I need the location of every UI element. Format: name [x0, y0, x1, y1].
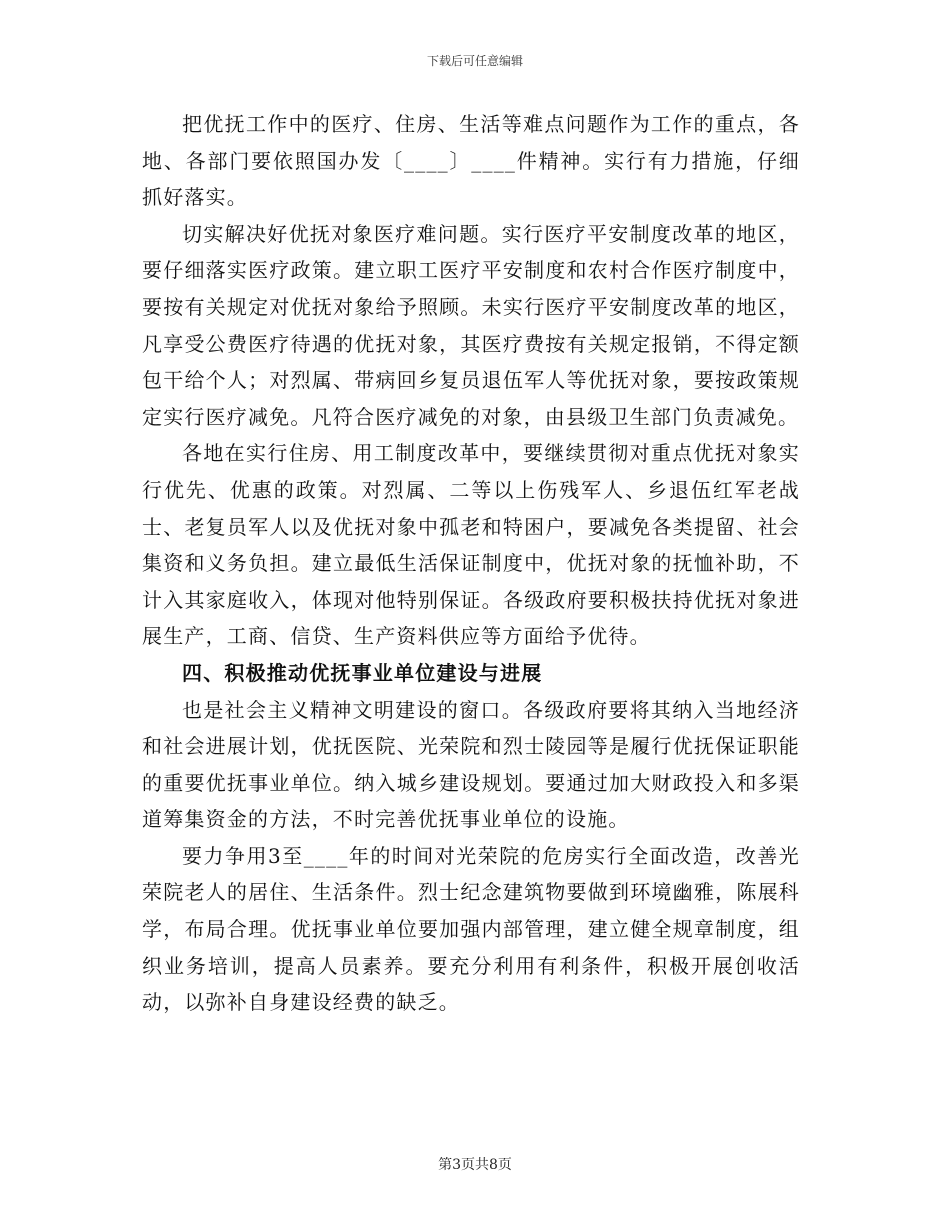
page-number: 第3页共8页: [438, 1157, 512, 1173]
paragraph-public-institutions: 也是社会主义精神文明建设的窗口。各级政府要将其纳入当地经济和社会进展计划，优抚医院、光荣院和烈士陵园等是履行优抚保证职能的重要优抚事业单位。纳入城乡建设规划。要通过加大财政投入和多渠道筹集资金的方法，不时完善优抚事业单位的设施。: [142, 697, 800, 832]
paragraph-glory-home-renovation: 要力争用3至____年的时间对光荣院的危房实行全面改造，改善光荣院老人的居住、生活条件。烈士纪念建筑物要做到环境幽雅，陈展科学，布局合理。优抚事业单位要加强内部管理，建立健全规章制度，组织业务培训，提高人员素养。要充分利用有利条件，积极开展创收活动，以弥补自身建设经费的缺乏。: [142, 843, 800, 1015]
page-header: 下载后可任意编辑: [426, 54, 523, 68]
paragraph-medical-care: 切实解决好优抚对象医疗难问题。实行医疗平安制度改革的地区，要仔细落实医疗政策。建立职工医疗平安制度和农村合作医疗制度中，要按有关规定对优抚对象给予照顾。未实行医疗平安制度改革的地区，凡享受公费医疗待遇的优抚对象，其医疗费按有关规定报销，不得定额包干给个人；对烈属、带病回乡复员退伍军人等优抚对象，要按政策规定实行医疗减免。凡符合医疗减免的对象，由县级卫生部门负责减免。: [142, 221, 800, 429]
paragraph-housing-employment: 各地在实行住房、用工制度改革中，要继续贯彻对重点优抚对象实行优先、优惠的政策。对烈属、二等以上伤残军人、乡退伍红军老战士、老复员军人以及优抚对象中孤老和特困户，要减免各类提留、社会集资和义务负担。建立最低生活保证制度中，优抚对象的抚恤补助，不计入其家庭收入，体现对他特别保证。各级政府要积极扶持优抚对象进展生产，工商、信贷、生产资料供应等方面给予优待。: [142, 441, 800, 649]
section-heading-four: 四、积极推动优抚事业单位建设与进展: [182, 660, 543, 685]
paragraph-difficult-issues: 把优抚工作中的医疗、住房、生活等难点问题作为工作的重点，各地、各部门要依照国办发〔____〕____件精神。实行有力措施，仔细抓好落实。: [142, 112, 800, 210]
document-body: [142, 106, 800, 1021]
